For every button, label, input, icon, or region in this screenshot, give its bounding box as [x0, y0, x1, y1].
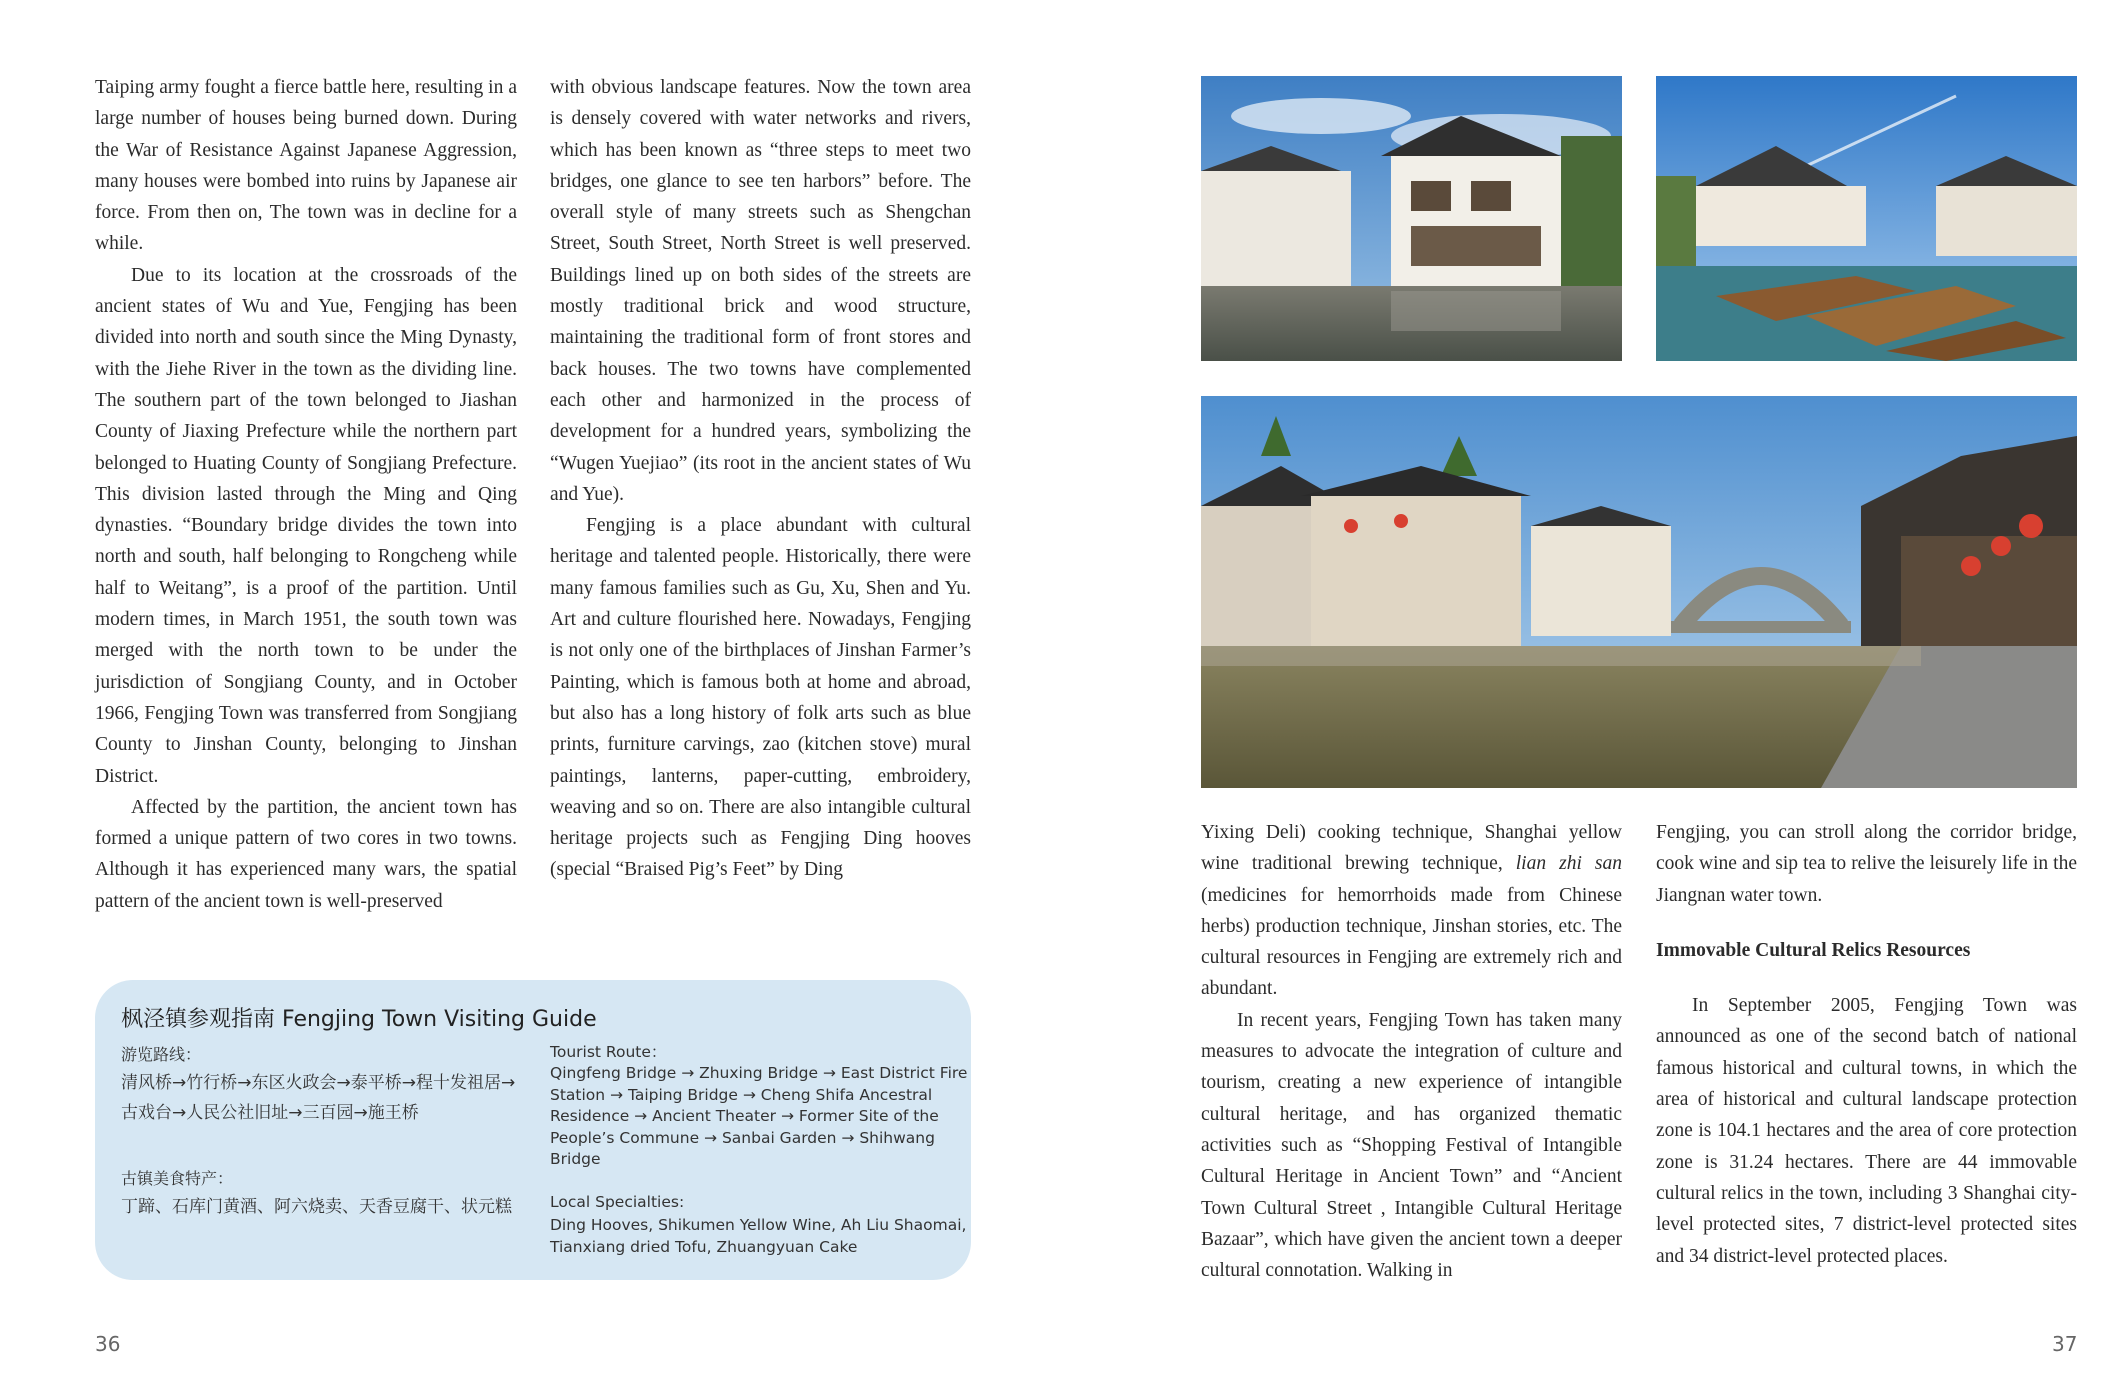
- left-column-2: [550, 72, 971, 886]
- text-run: (medicines for hemorrhoids made from Chinese herbs) production technique, Jinshan stories, etc. The cultural resources in Fengjing are extremely rich and abundant.: [1201, 884, 1622, 1000]
- page-number-left: 36: [95, 1332, 121, 1356]
- food-zh: 丁蹄、石库门黄酒、阿六烧卖、天香豆腐干、状元糕: [121, 1197, 512, 1217]
- right-column-1: [1201, 817, 1622, 1286]
- route-zh: 清风桥→竹行桥→东区火政会→泰平桥→程十发祖居→古戏台→人民公社旧址→三百园→施王桥: [121, 1073, 516, 1123]
- section-heading: Immovable Cultural Relics Resources: [1656, 939, 1971, 961]
- photo-boats-image: [1656, 76, 2077, 361]
- paragraph: [1201, 817, 1622, 1005]
- route-label-zh: 游览路线：: [121, 1045, 202, 1064]
- right-column-2: [1656, 817, 2077, 1272]
- route-label-en: Tourist Route：: [550, 1043, 667, 1061]
- paragraph: Fengjing is a place abundant with cultural heritage and talented people. Historically, there were many famous families such as Gu, Xu, Shen and Yu. Art and culture flourished here. Nowadays, Fengjing is not only one of the birthplaces of Jinshan Farmer’s Painting, which is famous both at home and abroad, but also has a long history of folk arts such as blue prints, furniture carvings, zao (kitchen stove) mural paintings, lanterns, paper-cutting, embroidery, weaving and so on. There are also intangible cultural heritage projects such as Fengjing Ding hooves (special “Braised Pig’s Feet” by Ding: [550, 515, 971, 881]
- left-column-1: [95, 72, 517, 917]
- photo-arch-bridge-canal: [1201, 396, 2077, 788]
- guide-title: 枫泾镇参观指南 Fengjing Town Visiting Guide: [121, 1007, 597, 1032]
- photo-old-houses-canal: [1201, 76, 1622, 361]
- paragraph: with obvious landscape features. Now the town area is densely covered with water networks and rivers, which has been known as “three steps to meet two bridges, one glance to see ten harbors” before. The overall style of many streets such as Shengchan Street, South Street, North Street is well preserved. Buildings lined up on both sides of the streets are mostly traditional brick and wood structure, maintaining the traditional form of front stores and back houses. The two towns have complemented each other and harmonized in the process of development for a hundred years, symbolizing the “Wugen Yuejiao” (its root in the ancient states of Wu and Yue).: [550, 77, 971, 505]
- food-label-en: Local Specialties:: [550, 1193, 685, 1211]
- page-number-right: 37: [2052, 1332, 2078, 1356]
- paragraph: In September 2005, Fengjing Town was announced as one of the second batch of national famous historical and cultural towns, in which the area of historical and cultural landscape protection zone is 104.1 hectares and the area of core protection zone is 31.24 hectares. There are 44 immovable cultural relics in the town, including 3 Shanghai city-level protected sites, 7 district-level protected sites and 34 district-level protected places.: [1656, 995, 2077, 1267]
- text-run: Yixing Deli) cooking technique, Shanghai yellow wine traditional brewing technique,: [1201, 822, 1622, 875]
- paragraph: Due to its location at the crossroads of the ancient states of Wu and Yue, Fengjing has been divided into north and south since the Ming Dynasty, with the Jiehe River in the town as the dividing line. The southern part of the town belonged to Jiashan County of Jiaxing Prefecture while the northern part belonged to Huating County of Songjiang Prefecture. This division lasted through the Ming and Qing dynasties. “Boundary bridge divides the town into north and south, half belonging to Rongcheng while half to Weitang”, is a proof of the partition. Until modern times, in March 1951, the south town was merged with the north town to be under the jurisdiction of Songjiang County, and in October 1966, Fengjing Town was transferred from Songjiang County to Jinshan County, belonging to Jinshan District.: [95, 264, 517, 787]
- visiting-guide-box: [95, 980, 971, 1280]
- paragraph: Taiping army fought a fierce battle here, resulting in a large number of houses being burned down. During the War of Resistance Against Japanese Aggression, many houses were bombed into ruins by Japanese air force. From then on, The town was in decline for a while.: [95, 77, 517, 255]
- italic-term: lian zhi san: [1515, 853, 1622, 875]
- food-label-zh: 古镇美食特产：: [121, 1169, 234, 1188]
- photo-old-houses-image: [1201, 76, 1622, 361]
- photo-arch-bridge-image: [1201, 396, 2077, 788]
- paragraph: Affected by the partition, the ancient town has formed a unique pattern of two cores in two towns. Although it has experienced many wars, the spatial pattern of the ancient town is well-preserved: [95, 796, 517, 912]
- route-en: Qingfeng Bridge → Zhuxing Bridge → East District Fire Station → Taiping Bridge → Cheng Shifa Ancestral Residence → Ancient Theater → Former Site of the People’s Commune → Sanbai Garden → Shihwang Bridge: [550, 1064, 968, 1168]
- paragraph: Fengjing, you can stroll along the corridor bridge, cook wine and sip tea to relive the leisurely life in the Jiangnan water town.: [1656, 822, 2077, 906]
- photo-boats-canal: [1656, 76, 2077, 361]
- paragraph: In recent years, Fengjing Town has taken many measures to advocate the integration of culture and tourism, creating a new experience of intangible cultural heritage, and has organized thematic activities such as “Shopping Festival of Intangible Cultural Heritage in Ancient Town” and “Ancient Town Cultural Street , Intangible Cultural Heritage Bazaar”, which have given the ancient town a deeper cultural connotation. Walking in: [1201, 1009, 1622, 1282]
- food-en: Ding Hooves, Shikumen Yellow Wine, Ah Liu Shaomai, Tianxiang dried Tofu, Zhuangyuan Cake: [550, 1216, 967, 1256]
